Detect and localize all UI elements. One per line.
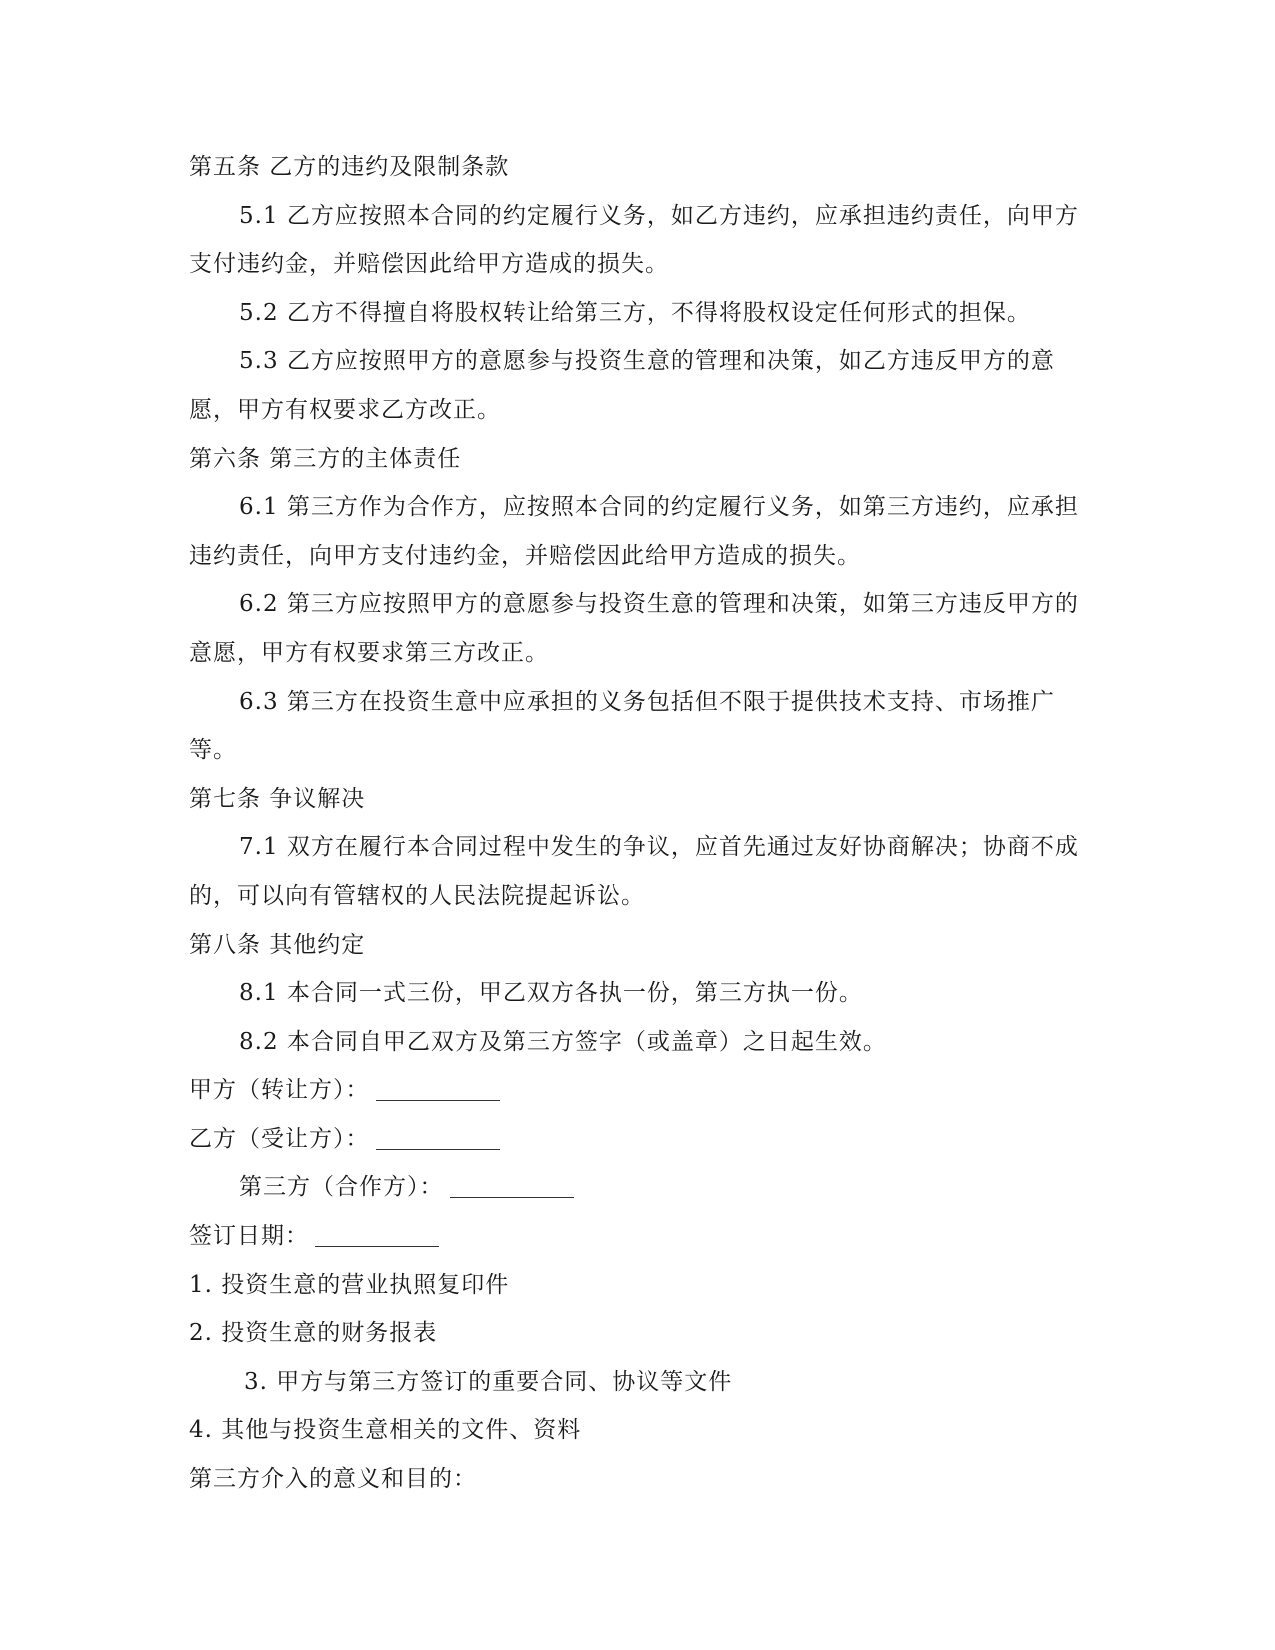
clause-7-1: 7.1 双方在履行本合同过程中发生的争议，应首先通过友好协商解决；协商不成的，可以向有管辖权的人民法院提起诉讼。 — [189, 834, 1079, 909]
attachment-item: 4. 其他与投资生意相关的文件、资料 — [189, 1417, 582, 1444]
clause-8-2: 8.2 本合同自甲乙双方及第三方签字（或盖章）之日起生效。 — [239, 1028, 887, 1055]
attachment-item: 1. 投资生意的营业执照复印件 — [189, 1271, 510, 1298]
clause-6-3: 6.3 第三方在投资生意中应承担的义务包括但不限于提供技术支持、市场推广等。 — [189, 688, 1055, 764]
article-6-heading: 第六条 第三方的主体责任 — [189, 445, 462, 472]
signature-party-a-label: 甲方（转让方）： — [189, 1077, 370, 1104]
signing-date-blank[interactable] — [315, 1218, 439, 1247]
document-body — [189, 143, 1089, 1504]
clause-8-1: 8.1 本合同一式三份，甲乙双方各执一份，第三方执一份。 — [239, 980, 863, 1007]
signature-party-a-blank[interactable] — [376, 1072, 500, 1101]
clause-6-1: 6.1 第三方作为合作方，应按照本合同的约定履行义务，如第三方违约，应承担违约责任，向甲方支付违约金，并赔偿因此给甲方造成的损失。 — [189, 494, 1079, 569]
attachment-item: 2. 投资生意的财务报表 — [189, 1320, 438, 1347]
signature-party-a — [189, 1066, 1089, 1115]
signing-date — [189, 1212, 1089, 1261]
clause-6-2: 6.2 第三方应按照甲方的意愿参与投资生意的管理和决策，如第三方违反甲方的意愿，甲方有权要求第三方改正。 — [189, 591, 1079, 666]
signature-third-party-label: 第三方（合作方）： — [239, 1174, 444, 1201]
clause-5-2: 5.2 乙方不得擅自将股权转让给第三方，不得将股权设定任何形式的担保。 — [239, 299, 1031, 326]
signature-party-b-blank[interactable] — [376, 1121, 500, 1150]
clause-5-1: 5.1 乙方应按照本合同的约定履行义务，如乙方违约，应承担违约责任，向甲方支付违约金，并赔偿因此给甲方造成的损失。 — [189, 202, 1079, 278]
signature-third-party-blank[interactable] — [450, 1169, 574, 1198]
attachment-item: 3. 甲方与第三方签订的重要合同、协议等文件 — [244, 1368, 733, 1395]
signature-party-b — [189, 1115, 1089, 1164]
article-5-heading: 第五条 乙方的违约及限制条款 — [189, 154, 510, 180]
clause-5-3: 5.3 乙方应按照甲方的意愿参与投资生意的管理和决策，如乙方违反甲方的意愿，甲方有权要求乙方改正。 — [189, 348, 1055, 423]
article-8-heading: 第八条 其他约定 — [189, 931, 366, 958]
article-7-heading: 第七条 争议解决 — [189, 785, 366, 812]
signing-date-label: 签订日期： — [189, 1223, 309, 1250]
signature-third-party — [189, 1163, 1089, 1212]
closing-heading: 第三方介入的意义和目的： — [189, 1466, 477, 1493]
signature-party-b-label: 乙方（受让方）： — [189, 1125, 370, 1152]
